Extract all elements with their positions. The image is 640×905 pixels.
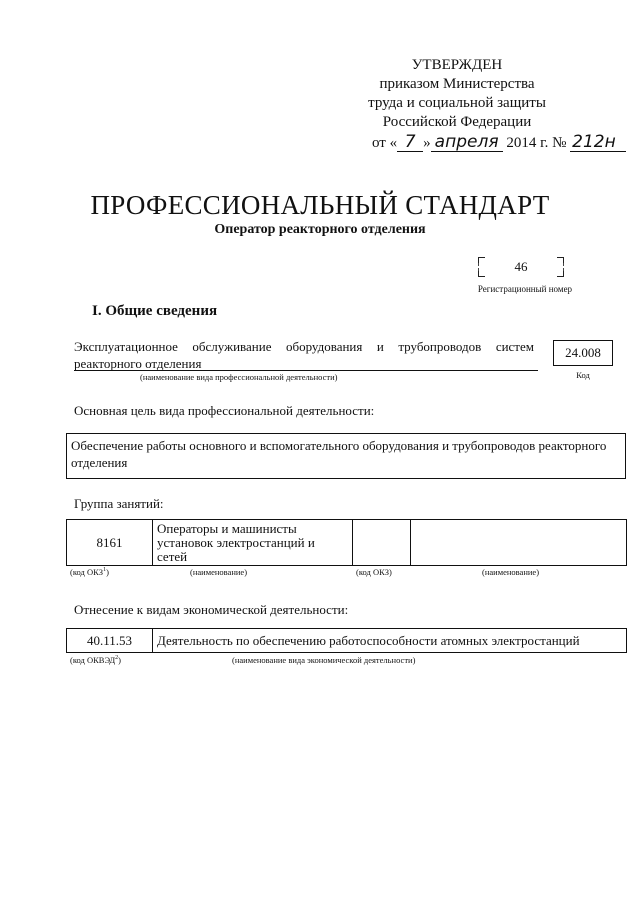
- document-subtitle: Оператор реакторного отделения: [214, 222, 426, 237]
- order-year: 2014 г. №: [506, 135, 567, 151]
- okz-name-cell: Операторы и машинисты установок электростанций и сетей: [153, 520, 353, 566]
- okz-code-caption: [70, 567, 109, 577]
- goal-box: Обеспечение работы основного и вспомогательного оборудования и трубопроводов реакторного отделения: [66, 433, 626, 479]
- occupation-group-label: Группа занятий:: [74, 496, 164, 511]
- okved-footnote-mark: 2: [115, 655, 119, 662]
- goal-label: Основная цель вида профессиональной деятельности:: [74, 403, 375, 418]
- approval-line-ministry: приказом Министерства: [379, 76, 535, 92]
- activity-code-caption: Код: [576, 370, 590, 380]
- order-month: апреля: [431, 134, 503, 152]
- order-from-prefix: от «: [372, 135, 398, 151]
- order-quote-close: »: [423, 135, 431, 151]
- approval-line-labor: труда и социальной защиты: [368, 95, 546, 111]
- okz-code-cell: 8161: [67, 520, 153, 566]
- occupation-group-table: [66, 519, 627, 566]
- okz-name2-caption: (наименование): [482, 567, 540, 577]
- okz-code-caption-end: ): [106, 567, 109, 577]
- okved-name-caption: (наименование вида экономической деятельности): [232, 655, 416, 665]
- section-heading: I. Общие сведения: [92, 303, 218, 319]
- order-number: 212н: [570, 134, 626, 152]
- table-row: [67, 520, 627, 566]
- okz-code2-caption: (код ОКЗ): [356, 567, 392, 577]
- registration-number: 46: [514, 259, 528, 274]
- okved-code-caption-text: (код ОКВЭД: [70, 655, 116, 665]
- okz-name2-cell: [411, 520, 627, 566]
- approval-line-federation: Российской Федерации: [382, 114, 532, 130]
- okved-code-caption: [70, 655, 121, 665]
- activity-name-line2: реакторного отделения: [74, 356, 202, 371]
- order-day: 7: [397, 134, 423, 152]
- activity-name-line1: Эксплуатационное обслуживание оборудования и трубопроводов систем: [74, 339, 534, 354]
- okz-code2-cell: [353, 520, 411, 566]
- okved-code-caption-end: ): [118, 655, 121, 665]
- economic-activity-label: Отнесение к видам экономической деятельности:: [74, 602, 349, 617]
- okz-name-caption: (наименование): [190, 567, 248, 577]
- order-date-line: [372, 134, 626, 152]
- registration-number-label: Регистрационный номер: [477, 284, 573, 294]
- okz-code-caption-text: (код ОКЗ: [70, 567, 104, 577]
- activity-underline: [74, 370, 538, 371]
- okz-footnote-mark: 1: [103, 567, 107, 574]
- activity-caption: (наименование вида профессиональной деятельности): [140, 372, 338, 382]
- registration-number-box: [478, 257, 564, 277]
- activity-code-box: 24.008: [553, 340, 613, 366]
- economic-activity-table: [66, 628, 627, 653]
- table-row: [67, 629, 627, 653]
- approval-block: [352, 56, 562, 132]
- okved-name-cell: Деятельность по обеспечению работоспособности атомных электростанций: [153, 629, 627, 653]
- okved-code-cell: 40.11.53: [67, 629, 153, 653]
- document-title: ПРОФЕССИОНАЛЬНЫЙ СТАНДАРТ: [90, 190, 550, 220]
- approval-heading: УТВЕРЖДЕН: [411, 57, 503, 73]
